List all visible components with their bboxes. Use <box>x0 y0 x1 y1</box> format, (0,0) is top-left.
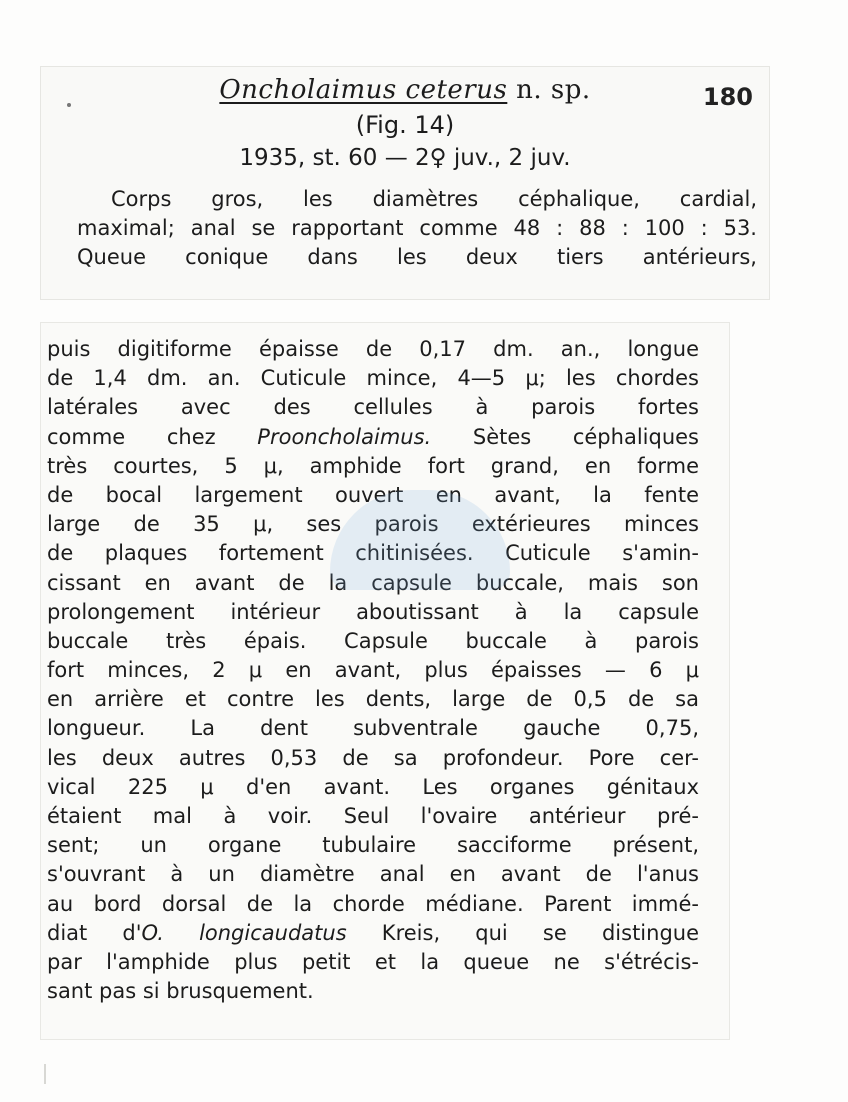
text-line: Corps gros, les diamètres céphalique, cardial, <box>111 187 757 211</box>
text-line: prolongement intérieur aboutissant à la capsule <box>47 599 699 624</box>
text-line: puis digitiforme épaisse de 0,17 dm. an., longue <box>47 337 699 361</box>
text-line: maximal; anal se rapportant comme 48 : 88 : 100 : 53. <box>77 216 757 240</box>
figure-reference: (Fig. 14) <box>355 111 455 139</box>
text-line: latérales avec des cellules à parois fortes <box>47 395 699 420</box>
text-line: étaient mal à voir. Seul l'ovaire antérieur pré- <box>47 804 699 828</box>
text-line: au bord dorsal de la chorde médiane. Parent immé- <box>47 891 699 916</box>
description-main <box>47 335 699 1006</box>
text-line: longueur. La dent subventrale gauche 0,75, <box>47 716 699 741</box>
text-line: en arrière et contre les dents, large de 0,5 de sa <box>47 687 699 712</box>
text-line: de bocal largement ouvert en avant, la fente <box>47 482 699 507</box>
text-line: sent; un organe tubulaire sacciforme présent, <box>47 833 699 858</box>
text-line: large de 35 μ, ses parois extérieures minces <box>47 512 699 537</box>
scan-edge-mark <box>44 1064 46 1084</box>
text-line: buccale très épais. Capsule buccale à parois <box>47 628 699 653</box>
speck-mark <box>67 103 71 107</box>
text-line: cissant en avant de la capsule buccale, mais son <box>47 570 699 595</box>
text-line: s'ouvrant à un diamètre anal en avant de l'anus <box>47 862 699 887</box>
text-line: les deux autres 0,53 de sa profondeur. Pore cer- <box>47 745 699 770</box>
text-line: très courtes, 5 μ, amphide fort grand, en forme <box>47 453 699 478</box>
species-title <box>41 75 769 105</box>
body-clipping <box>40 322 730 1040</box>
text-line: de plaques fortement chitinisées. Cuticule s'amin- <box>47 541 699 566</box>
handwritten-page-number: 180 <box>702 83 753 111</box>
text-line: de 1,4 dm. an. Cuticule mince, 4—5 μ; les chordes <box>47 366 699 391</box>
species-name: Oncholaimus ceterus <box>219 75 508 105</box>
text-segment: Sètes céphaliques <box>431 424 699 449</box>
text-line: vical 225 μ d'en avant. Les organes génitaux <box>47 774 699 799</box>
genus-name-italic: Prooncholaimus. <box>257 424 432 449</box>
text-line: fort minces, 2 μ en avant, plus épaisses — 6 μ <box>47 658 699 683</box>
text-line <box>47 423 699 452</box>
text-line: par l'amphide plus petit et la queue ne s'étrécis- <box>47 949 699 974</box>
text-segment: Kreis, qui se distingue <box>346 920 700 945</box>
species-name-italic: O. longicaudatus <box>141 920 347 945</box>
collection-record: 1935, st. 60 — 2♀ juv., 2 juv. <box>239 145 571 171</box>
header-clipping <box>40 66 770 300</box>
description-top <box>77 185 757 272</box>
species-suffix: n. sp. <box>507 75 591 105</box>
text-line: sant pas si brusquement. <box>47 979 314 1004</box>
text-segment: comme chez <box>47 424 258 449</box>
text-segment: diat d' <box>47 920 142 945</box>
text-line <box>47 919 699 948</box>
text-line: Queue conique dans les deux tiers antérieurs, <box>77 245 757 269</box>
